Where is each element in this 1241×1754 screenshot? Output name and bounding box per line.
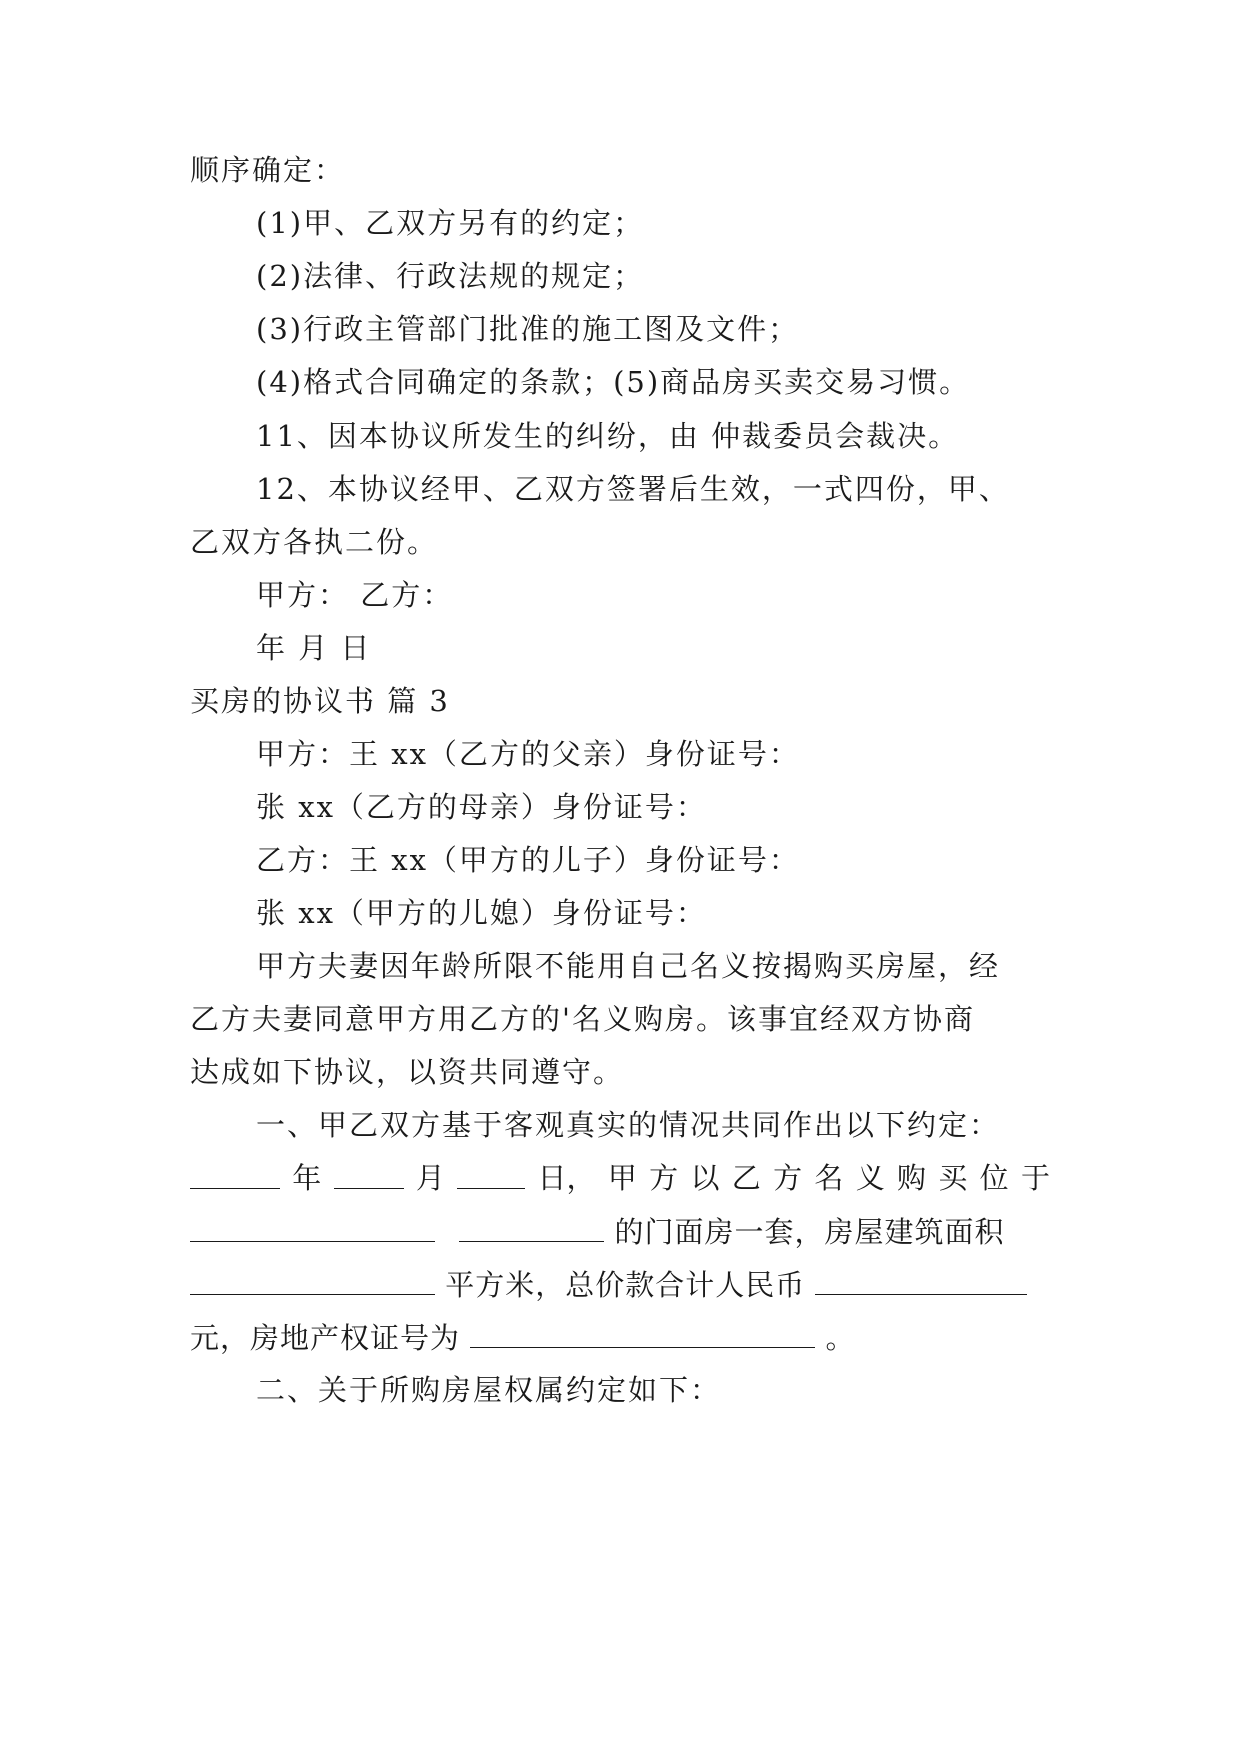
text-line: 乙双方各执二份。	[190, 525, 439, 559]
text-token: 名	[814, 1161, 844, 1195]
area-blank	[190, 1264, 435, 1295]
text-line: 顺序确定：	[190, 153, 346, 187]
day-blank	[457, 1158, 525, 1189]
text-line: 达成如下协议，以资共同遵守。	[190, 1055, 625, 1089]
text-line: 二、关于所购房屋权属约定如下：	[256, 1373, 722, 1407]
text-line: 乙方：王 xx（甲方的儿子）身份证号：	[256, 843, 800, 877]
text-line: 甲方夫妻因年龄所限不能用自己名义按揭购买房屋，经	[256, 949, 1001, 983]
certificate-line	[190, 1317, 1070, 1358]
text-token: 位	[979, 1161, 1009, 1195]
purchase-date-line	[190, 1158, 1050, 1198]
text-token: 义	[855, 1161, 885, 1195]
certificate-blank	[470, 1317, 815, 1348]
text-line: (1)甲、乙双方另有的约定；	[256, 206, 645, 240]
text-line: (2)法律、行政法规的规定；	[256, 259, 645, 293]
year-blank	[190, 1158, 280, 1189]
house-location-line	[190, 1211, 1070, 1252]
text-line: 张 xx（乙方的母亲）身份证号：	[256, 790, 707, 824]
text-line: 张 xx（甲方的儿媳）身份证号：	[256, 896, 707, 930]
certificate-text: 元，房地产权证号为	[190, 1321, 461, 1355]
month-blank	[334, 1158, 404, 1189]
text-token: 买	[938, 1161, 968, 1195]
area-text: 平方米，总价款合计人民币	[445, 1268, 806, 1302]
text-line: 12、本协议经甲、乙双方签署后生效，一式四份，甲、	[256, 472, 1010, 506]
text-token: 以	[690, 1161, 720, 1195]
month-label: 月	[415, 1161, 445, 1195]
text-line: 11、因本协议所发生的纠纷，由 仲裁委员会裁决。	[256, 419, 960, 453]
price-blank	[815, 1264, 1027, 1295]
text-token: 于	[1020, 1161, 1050, 1195]
location-blank	[190, 1211, 435, 1242]
text-line: 甲方：王 xx（乙方的父亲）身份证号：	[256, 737, 800, 771]
text-line: 一、甲乙双方基于客观真实的情况共同作出以下约定：	[256, 1108, 1001, 1142]
text-token: 乙	[731, 1161, 761, 1195]
section-title: 买房的协议书 篇 3	[190, 684, 450, 718]
text-line: 乙方夫妻同意甲方用乙方的'名义购房。该事宜经双方协商	[190, 1002, 975, 1036]
area-price-line	[190, 1264, 1070, 1305]
signature-line: 甲方： 乙方：	[256, 578, 454, 612]
year-label: 年	[292, 1161, 322, 1195]
text-line: (4)格式合同确定的条款；(5)商品房买卖交易习惯。	[256, 365, 971, 399]
certificate-end: 。	[825, 1321, 856, 1355]
location-blank-2	[459, 1211, 604, 1242]
date-line: 年 月 日	[256, 631, 372, 665]
text-line: (3)行政主管部门批准的施工图及文件；	[256, 312, 800, 346]
text-token: 购	[897, 1161, 927, 1195]
text-token: 方	[773, 1161, 803, 1195]
day-label: 日，	[537, 1161, 596, 1195]
house-text: 的门面房一套，房屋建筑面积	[614, 1215, 1005, 1249]
text-token: 方	[649, 1161, 679, 1195]
text-token: 甲	[607, 1161, 637, 1195]
